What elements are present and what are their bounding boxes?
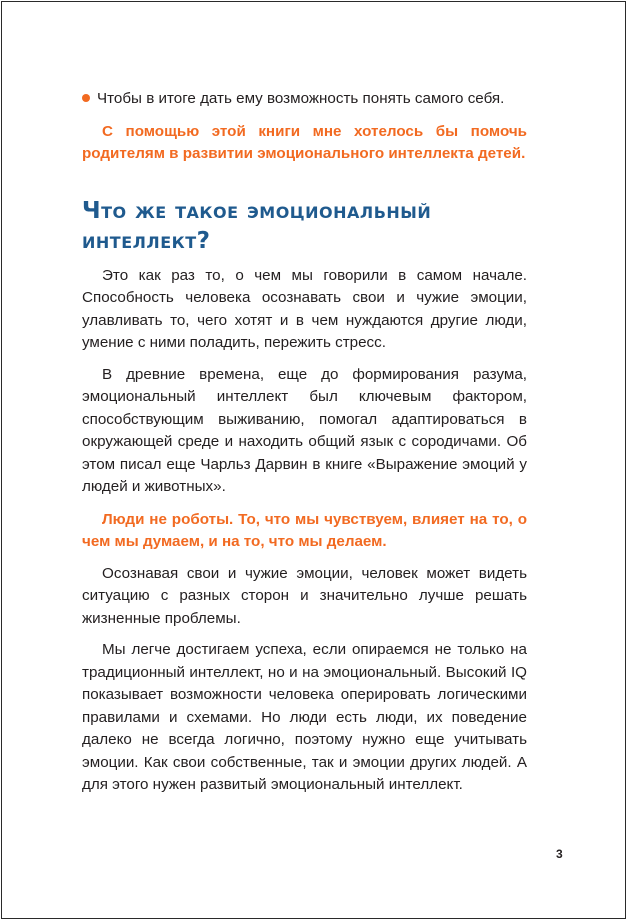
highlight-statement-1: С помощью этой книги мне хотелось бы помочь родителям в развитии эмоционального интеллекта детей.	[82, 122, 527, 162]
bullet-dot-icon	[82, 94, 90, 102]
highlight-statement-2: Люди не роботы. То, что мы чувствуем, влияет на то, о чем мы думаем, и на то, что мы делаем.	[82, 510, 527, 550]
paragraph-1: Это как раз то, о чем мы говорили в самом начале. Способность человека осознавать свои и чужие эмоции, улавливать то, чего хотят и в чем нуждаются другие люди, умение с ними поладить, пережить стресс.	[82, 266, 527, 351]
bullet-item	[82, 88, 527, 111]
paragraph-3: Осознавая свои и чужие эмоции, человек может видеть ситуацию с разных сторон и значительно лучше решать жизненные проблемы.	[82, 564, 527, 627]
page-content	[82, 88, 527, 797]
paragraph-2: В древние времена, еще до формирования разума, эмоциональный интеллект был ключевым фактором, способствующим выживанию, помогал адаптироваться в окружающей среде и находить общий язык с сородичами. Об этом писал еще Чарльз Дарвин в книге «Выражение эмоций у людей и животных».	[82, 365, 527, 495]
page-number: 3	[556, 847, 563, 861]
paragraph-4: Мы легче достигаем успеха, если опираемся не только на традиционный интеллект, но и на эмоциональный. Высокий IQ показывает возможности человека оперировать логическими правилами и схемами. Но люди есть люди, их поведение далеко не всегда логично, поэтому нужно еще учитывать эмоции. Как свои собственные, так и эмоции других людей. А для этого нужен развитый эмоциональный интеллект.	[82, 641, 527, 793]
bullet-text: Чтобы в итоге дать ему возможность понять самого себя.	[97, 90, 505, 107]
section-title: Что же такое эмоциональный интеллект?	[82, 197, 432, 254]
